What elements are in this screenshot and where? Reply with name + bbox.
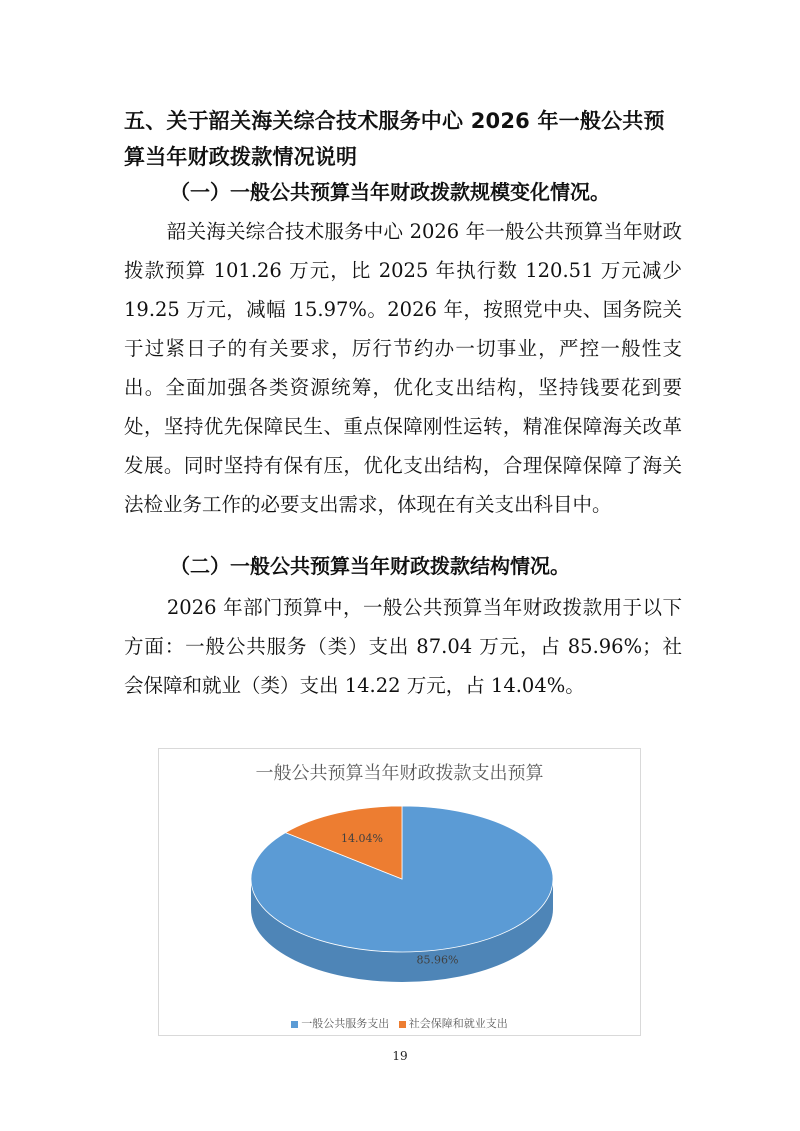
legend-item-public-service [291, 1015, 389, 1031]
pie-chart-svg [159, 749, 642, 1037]
section-heading: 五、关于韶关海关综合技术服务中心 2026 年一般公共预算当年财政拨款情况说明 [124, 109, 665, 169]
page-number: 19 [392, 1049, 408, 1063]
legend-swatch-blue [291, 1021, 298, 1028]
pie-chart [158, 748, 641, 1036]
subheading-scale: （一）一般公共预算当年财政拨款规模变化情况。 [170, 180, 610, 204]
subheading-structure: （二）一般公共预算当年财政拨款结构情况。 [170, 554, 570, 578]
pie-data-label-0: 85.96% [416, 953, 459, 967]
chart-title: 一般公共预算当年财政拨款支出预算 [255, 763, 544, 784]
legend-swatch-orange [399, 1021, 406, 1028]
legend-label: 一般公共服务支出 [301, 1017, 390, 1030]
legend-label: 社会保障和就业支出 [408, 1017, 508, 1030]
pie-data-label-1: 14.04% [341, 832, 384, 846]
paragraph-scale: 韶关海关综合技术服务中心 2026 年一般公共预算当年财政拨款预算 101.26 万元，比 2025 年执行数 120.51 万元减少 19.25 万元，减幅 15.97%。2026 年，按照党中央、国务院关于过紧日子的有关要求，厉行节约办一切事业，严控一般性支出。全面加强各类资源统筹，优化支出结构，坚持钱要花到要处，坚持优先保障民生、重点保障刚性运转，精准保障海关改革发展。同时坚持有保有压，优化支出结构，合理保障保障了海关法检业务工作的必要支出需求，体现在有关支出科目中。 [124, 220, 682, 516]
paragraph-structure: 2026 年部门预算中，一般公共预算当年财政拨款用于以下方面：一般公共服务（类）支出 87.04 万元，占 85.96%；社会保障和就业（类）支出 14.22 万元，占 14.04%。 [124, 596, 682, 697]
legend-item-social-security [399, 1015, 508, 1031]
chart-legend [159, 1015, 640, 1031]
